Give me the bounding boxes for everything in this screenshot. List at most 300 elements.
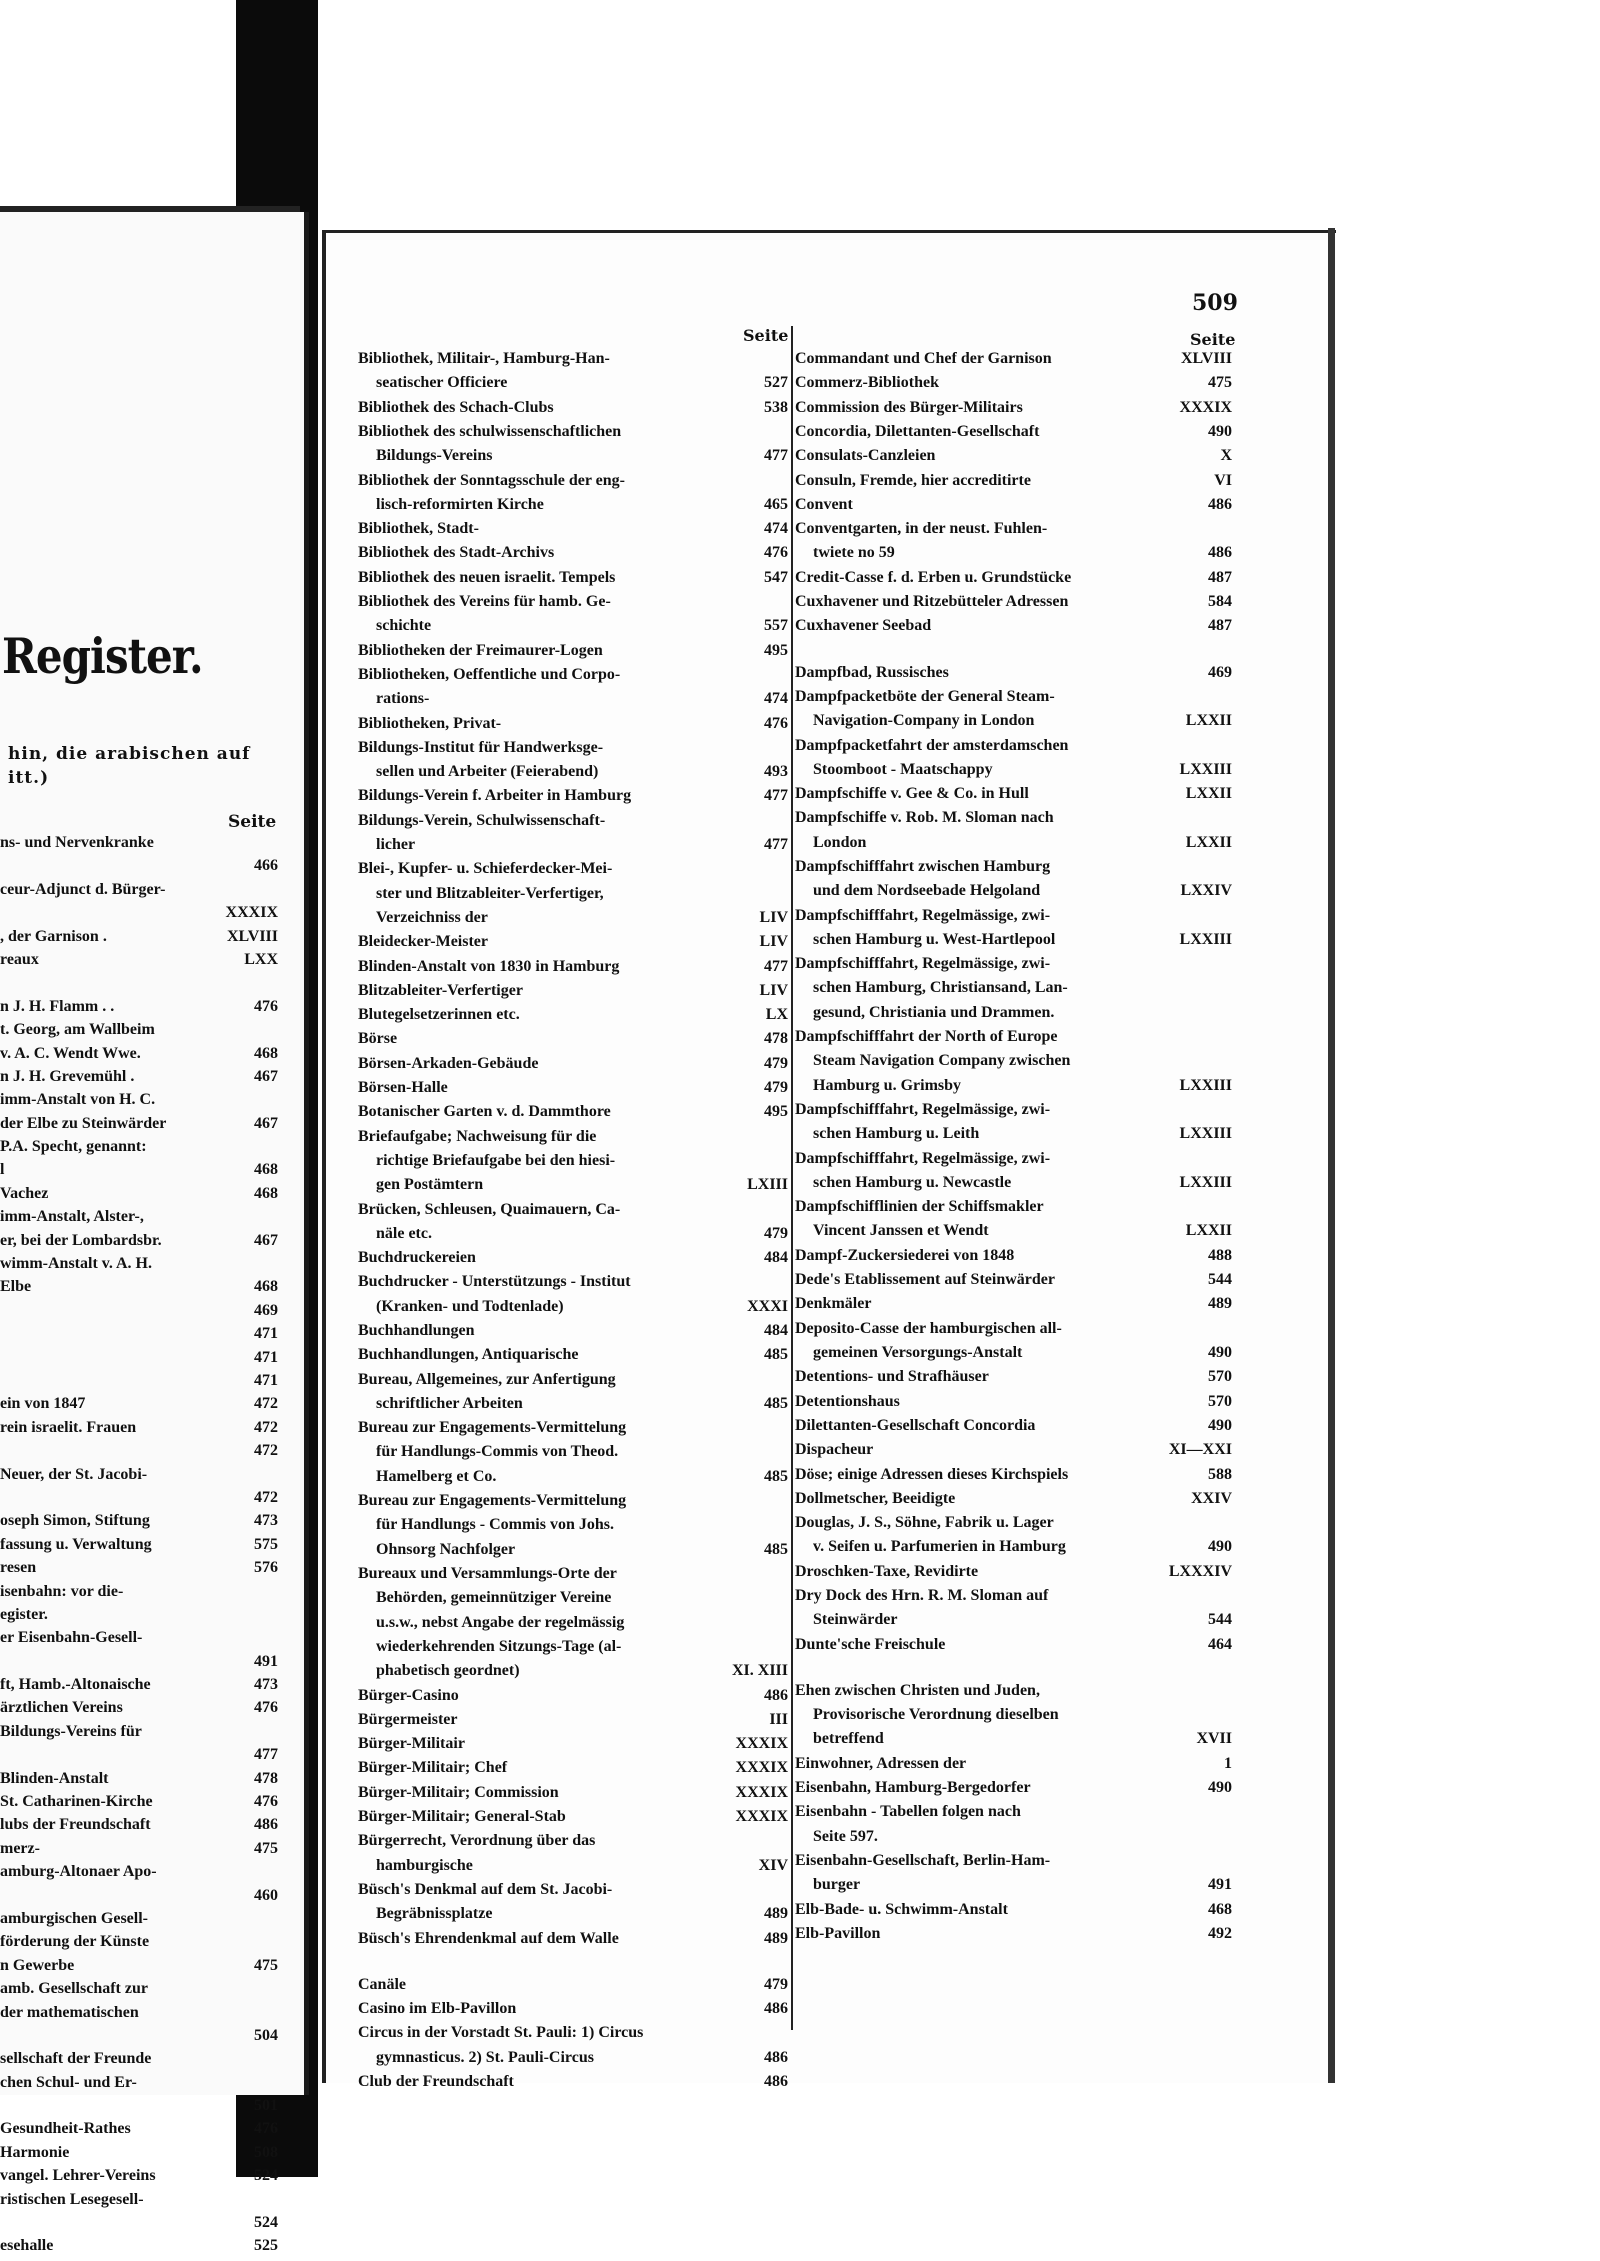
entry-page-ref: XI. XIII: [731, 1662, 788, 1680]
index-entry: [358, 639, 788, 663]
left-index-row: [0, 1068, 278, 1091]
index-entry-line: [358, 1368, 788, 1392]
page-number: 509: [1192, 290, 1238, 316]
left-index-row: [0, 1208, 278, 1231]
entry-text: Stoomboot - Maatschappy: [813, 760, 993, 778]
index-entry-line: [795, 685, 1232, 709]
index-entry-line: [358, 1198, 788, 1222]
index-entry-line: [795, 952, 1232, 976]
index-entry: [358, 1829, 788, 1878]
index-entry: [795, 1147, 1232, 1196]
entry-text: Consuln, Fremde, hier accreditirte: [795, 471, 1031, 489]
index-entry-line: [795, 614, 1232, 638]
entry-page-ref: 486: [764, 2048, 788, 2066]
index-entry-line: [795, 444, 1232, 468]
entry-page-ref: 479: [764, 1224, 788, 1242]
index-entry: [358, 469, 788, 518]
entry-text: burger: [813, 1876, 861, 1894]
index-entry-line: [795, 1268, 1232, 1292]
left-index-row: [0, 1583, 278, 1606]
index-entry-line: [358, 1173, 788, 1197]
left-index-page: 473: [254, 1512, 278, 1530]
left-index-row: [0, 1045, 278, 1068]
index-entry-line: [795, 1679, 1232, 1703]
index-entry-line: [358, 1440, 788, 1464]
index-entry: [358, 1684, 788, 1708]
left-index-text: sellschaft der Freunde: [0, 2050, 152, 2068]
entry-page-ref: 468: [1208, 1900, 1232, 1918]
entry-page-ref: LXXII: [1185, 1222, 1232, 1240]
left-index-text: isenbahn: vor die-: [0, 1582, 124, 1600]
index-entry: [795, 952, 1232, 1025]
entry-text: Dollmetscher, Beeidigte: [795, 1489, 956, 1507]
left-index-text: egister.: [0, 1605, 48, 1623]
index-entry-line: [358, 809, 788, 833]
entry-text: Cuxhavener und Ritzebütteler Adressen: [795, 593, 1069, 610]
index-entry: [795, 1025, 1232, 1098]
index-entry-line: [795, 1633, 1232, 1657]
left-index-text: lubs der Freundschaft: [0, 1816, 151, 1834]
index-entry-line: [795, 782, 1232, 806]
left-index-row: [0, 928, 278, 951]
entry-text: Commerz-Bibliothek: [795, 374, 939, 392]
left-index-row: [0, 2191, 278, 2214]
entry-text: schen Hamburg u. West-Hartlepool: [813, 930, 1056, 948]
entry-text: gen Postämtern: [376, 1176, 484, 1194]
left-index-row: [0, 1676, 278, 1699]
index-entry: [795, 1195, 1232, 1244]
index-entry-line: [795, 590, 1232, 614]
index-entry-line: [795, 1292, 1232, 1316]
left-index-text: Bildungs-Vereins für: [0, 1722, 142, 1740]
left-index-page: 491: [254, 1652, 278, 1670]
left-index-page: 467: [254, 1114, 278, 1132]
left-index-page: 466: [254, 857, 278, 875]
index-entry-line: [795, 1584, 1232, 1608]
left-index-page: 471: [254, 1348, 278, 1366]
index-entry-line: [358, 1270, 788, 1294]
left-seite-label: Seite: [228, 812, 277, 832]
entry-text: Bürger-Casino: [358, 1686, 459, 1704]
index-entry: [795, 1317, 1232, 1366]
index-entry: [358, 1100, 788, 1124]
index-entry: [795, 685, 1232, 734]
entry-text: schen Hamburg, Christiansand, Lan-: [813, 979, 1068, 997]
entry-text: Bildungs-Verein, Schulwissenschaft-: [358, 811, 606, 829]
index-entry-line: [358, 955, 788, 979]
left-index-page: 472: [254, 1442, 278, 1460]
left-index-page: 476: [254, 2120, 278, 2138]
entry-text: twiete no 59: [813, 544, 895, 562]
index-entry: [795, 396, 1232, 420]
left-index-text: Vachez: [0, 1184, 49, 1202]
index-entry-line: [358, 517, 788, 541]
entry-text: Commandant und Chef der Garnison: [795, 350, 1052, 367]
entry-text: Convent: [795, 495, 853, 513]
index-entry: [358, 1027, 788, 1051]
index-entry-line: [358, 712, 788, 736]
entry-text: näle etc.: [376, 1224, 432, 1242]
index-entry: [358, 1270, 788, 1319]
entry-page-ref: 495: [764, 641, 788, 659]
entry-text: Dampfschifflinien der Schiffsmakler: [795, 1198, 1044, 1216]
left-index-row: [0, 1255, 278, 1278]
index-entry: [795, 1365, 1232, 1389]
entry-text: Elb-Pavillon: [795, 1924, 881, 1942]
index-entry-line: [358, 1003, 788, 1027]
left-index-row: [0, 1395, 278, 1418]
entry-page-ref: 493: [764, 763, 788, 781]
entry-text: Bureau zur Engagements-Vermittelung: [358, 1419, 627, 1437]
entry-page-ref: 464: [1208, 1635, 1232, 1653]
entry-text: Blei-, Kupfer- u. Schieferdecker-Mei-: [358, 860, 613, 878]
entry-text: Consulats-Canzleien: [795, 447, 936, 465]
entry-page-ref: XLVIII: [1181, 350, 1232, 367]
entry-text: Dampfschifffahrt, Regelmässige, zwi-: [795, 1101, 1051, 1118]
left-index-row: [0, 1770, 278, 1793]
index-entry: [795, 1800, 1232, 1849]
index-entry-line: [358, 1829, 788, 1853]
index-entry: [358, 2021, 788, 2070]
index-entry-line: [358, 1902, 788, 1926]
index-entry-line: [358, 1562, 788, 1586]
entry-page-ref: XXXIX: [735, 1735, 788, 1753]
index-entry-line: [795, 1219, 1232, 1243]
index-entry-line: [358, 614, 788, 638]
entry-text: Steam Navigation Company zwischen: [813, 1052, 1071, 1070]
index-entry: [795, 1511, 1232, 1560]
entry-page-ref: 527: [764, 374, 788, 392]
index-entry-line: [795, 1898, 1232, 1922]
entry-text: Dampfpacketböte der General Steam-: [795, 687, 1055, 705]
left-index-text: Gesundheit-Rathes: [0, 2120, 131, 2138]
index-entry: [358, 420, 788, 469]
left-index-row: [0, 1349, 278, 1372]
index-entry: [358, 2070, 788, 2094]
entry-text: sellen und Arbeiter (Feierabend): [376, 763, 599, 781]
entry-text: Dispacheur: [795, 1441, 874, 1459]
index-entry-line: [795, 347, 1232, 371]
left-index-row: [0, 1536, 278, 1559]
left-index-row: [0, 2144, 278, 2167]
register-title: Register.: [2, 628, 203, 685]
entry-text: für Handlungs-Commis von Theod.: [376, 1443, 619, 1461]
index-entry-line: [358, 1659, 788, 1683]
index-entry: [358, 1562, 788, 1683]
entry-text: Bibliothek des Schach-Clubs: [358, 398, 554, 416]
index-entry-line: [795, 1825, 1232, 1849]
index-entry: [358, 1997, 788, 2021]
entry-text: wiederkehrenden Sitzungs-Tage (al-: [376, 1637, 622, 1655]
index-entry: [795, 444, 1232, 468]
index-entry: [358, 1125, 788, 1198]
entry-page-ref: LIV: [759, 908, 788, 926]
left-index-row: [0, 2004, 278, 2027]
entry-text: Droschken-Taxe, Revidirte: [795, 1562, 979, 1580]
left-page: [0, 212, 309, 2255]
left-index-row: [0, 1372, 278, 1395]
entry-text: Bildungs-Vereins: [376, 447, 493, 465]
entry-page-ref: 490: [1208, 1416, 1232, 1434]
left-index-text: reaux: [0, 950, 39, 968]
index-entry-line: [358, 1997, 788, 2021]
entry-page-ref: LXXIV: [1180, 882, 1232, 900]
entry-page-ref: 490: [1208, 1538, 1232, 1556]
entry-page-ref: 477: [764, 787, 788, 805]
index-entry-line: [795, 371, 1232, 395]
entry-text: Buchhandlungen: [358, 1322, 475, 1339]
left-index-row: [0, 1021, 278, 1044]
entry-text: gemeinen Versorgungs-Anstalt: [813, 1343, 1023, 1361]
entry-text: Eisenbahn - Tabellen folgen nach: [795, 1803, 1021, 1821]
left-index-text: t. Georg, am Wallbeim: [0, 1021, 155, 1039]
index-entry: [795, 566, 1232, 590]
index-entry-line: [795, 396, 1232, 420]
index-entry: [795, 1922, 1232, 1946]
index-entry-line: [358, 1756, 788, 1780]
index-entry-line: [795, 1025, 1232, 1049]
left-index-text: n J. H. Grevemühl .: [0, 1067, 135, 1085]
entry-text: u.s.w., nebst Angabe der regelmässig: [376, 1613, 625, 1631]
entry-text: Provisorische Verordnung dieselben: [813, 1706, 1059, 1724]
index-entry-line: [795, 420, 1232, 444]
index-entry: [358, 1878, 788, 1927]
left-index-row: [0, 1980, 278, 2003]
index-entry-line: [358, 760, 788, 784]
index-entry: [795, 517, 1232, 566]
left-index-page: XLVIII: [227, 927, 278, 945]
entry-page-ref: 469: [1208, 663, 1232, 681]
entry-text: Döse; einige Adressen dieses Kirchspiels: [795, 1465, 1069, 1483]
index-entry: [795, 1438, 1232, 1462]
index-entry-line: [358, 979, 788, 1003]
index-entry-line: [795, 1535, 1232, 1559]
entry-page-ref: 477: [764, 447, 788, 465]
entry-text: seatischer Officiere: [376, 374, 508, 392]
left-index-page: 486: [254, 1816, 278, 1834]
entry-text: Hamelberg et Co.: [376, 1467, 497, 1485]
entry-text: Douglas, J. S., Söhne, Fabrik u. Lager: [795, 1514, 1054, 1532]
left-index-text: amburg-Altonaer Apo-: [0, 1863, 157, 1881]
entry-text: Begräbnissplatze: [376, 1905, 493, 1923]
entry-text: Ohnsorg Nachfolger: [376, 1540, 516, 1558]
left-index-page: 475: [254, 1839, 278, 1857]
index-entry-line: [358, 420, 788, 444]
entry-text: lisch-reformirten Kirche: [376, 495, 544, 513]
intro-line-1: hin, die arabischen auf: [8, 744, 251, 764]
entry-text: Bleidecker-Meister: [358, 933, 489, 951]
index-entry-line: [795, 855, 1232, 879]
index-entry-line: [795, 1317, 1232, 1341]
left-index-page: 471: [254, 1371, 278, 1389]
index-entry-line: [795, 1873, 1232, 1897]
index-entry: [795, 1244, 1232, 1268]
entry-page-ref: 476: [764, 714, 788, 732]
entry-page-ref: 478: [764, 1030, 788, 1048]
index-entry-line: [358, 590, 788, 614]
index-entry-line: [358, 857, 788, 881]
entry-text: Bürger-Militair: [358, 1735, 465, 1753]
index-entry: [795, 347, 1232, 371]
index-entry-line: [358, 1781, 788, 1805]
left-index-row: [0, 998, 278, 1021]
index-entry-line: [795, 758, 1232, 782]
left-index-text: imm-Anstalt, Alster-,: [0, 1208, 144, 1226]
index-entry-line: [795, 1560, 1232, 1584]
entry-page-ref: 486: [1208, 544, 1232, 562]
entry-text: Club der Freundschaft: [358, 2073, 514, 2090]
entry-text: Steinwärder: [813, 1611, 898, 1629]
entry-text: Dampfschifffahrt zwischen Hamburg: [795, 858, 1051, 875]
entry-page-ref: XXXIX: [735, 1808, 788, 1825]
entry-text: Behörden, gemeinnütziger Vereine: [376, 1589, 612, 1607]
entry-text: Commission des Bürger-Militairs: [795, 398, 1023, 416]
entry-text: Bibliothek der Sonntagsschule der eng-: [358, 471, 626, 489]
entry-text: Blutegelsetzerinnen etc.: [358, 1006, 520, 1024]
entry-text: Dampfschifffahrt, Regelmässige, zwi-: [795, 955, 1051, 973]
entry-page-ref: LX: [765, 1006, 788, 1024]
index-entry-line: [358, 1222, 788, 1246]
left-index-page: 468: [254, 1278, 278, 1296]
left-index-page: 576: [254, 1559, 278, 1577]
entry-page-ref: 490: [1208, 1779, 1232, 1797]
left-index-text: er Eisenbahn-Gesell-: [0, 1629, 143, 1647]
left-index-page: 525: [254, 2237, 278, 2255]
index-entry: [795, 1776, 1232, 1800]
index-entry-line: [795, 1849, 1232, 1873]
entry-text: Credit-Casse f. d. Erben u. Grundstücke: [795, 568, 1072, 586]
index-entry: [795, 661, 1232, 685]
entry-page-ref: 538: [764, 398, 788, 416]
index-entry-line: [795, 1608, 1232, 1632]
entry-text: Bibliotheken der Freimaurer-Logen: [358, 641, 603, 659]
entry-text: Briefaufgabe; Nachweisung für die: [358, 1127, 597, 1145]
entry-page-ref: LXXIII: [1179, 1125, 1232, 1143]
index-entry: [795, 1849, 1232, 1898]
index-entry-line: [358, 1732, 788, 1756]
entry-text: licher: [376, 835, 416, 853]
index-entry-line: [358, 687, 788, 711]
index-entry-line: [358, 1100, 788, 1124]
left-index-row: [0, 1442, 278, 1465]
index-entry: [358, 1973, 788, 1997]
index-entry: [358, 857, 788, 930]
entry-text: Bürgermeister: [358, 1710, 458, 1728]
index-entry: [358, 1076, 788, 1100]
index-entry-line: [358, 1076, 788, 1100]
index-entry: [358, 663, 788, 712]
entry-page-ref: 475: [1208, 374, 1232, 392]
entry-text: schriftlicher Arbeiten: [376, 1394, 523, 1412]
index-entry-line: [795, 1244, 1232, 1268]
left-index-text: , der Garnison .: [0, 927, 107, 945]
index-entry: [795, 806, 1232, 855]
index-entry-line: [358, 1295, 788, 1319]
entry-text: Bildungs-Verein f. Arbeiter in Hamburg: [358, 787, 632, 805]
entry-page-ref: LIV: [759, 933, 788, 951]
entry-page-ref: 588: [1208, 1465, 1232, 1483]
index-entry-line: [795, 806, 1232, 830]
left-index-row: [0, 1091, 278, 1114]
index-entry: [358, 1732, 788, 1756]
entry-page-ref: LXIII: [747, 1176, 788, 1194]
entry-text: Deposito-Casse der hamburgischen all-: [795, 1319, 1062, 1337]
entry-page-ref: LIV: [759, 981, 788, 999]
entry-page-ref: 489: [764, 1905, 788, 1923]
index-entry-line: [358, 1611, 788, 1635]
left-index-row: [0, 1185, 278, 1208]
entry-text: für Handlungs - Commis von Johs.: [376, 1516, 614, 1534]
left-index-page: 504: [254, 2026, 278, 2044]
index-entry-line: [795, 661, 1232, 685]
entry-text: Blitzableiter-Verfertiger: [358, 981, 523, 999]
left-index-text: ristischen Lesegesell-: [0, 2190, 144, 2208]
entry-text: Dampfschifffahrt, Regelmässige, zwi-: [795, 906, 1051, 924]
left-index-page: 468: [254, 1184, 278, 1202]
entry-text: Conventgarten, in der neust. Fuhlen-: [795, 520, 1048, 538]
entry-text: Bureau zur Engagements-Vermittelung: [358, 1492, 627, 1510]
left-index-page: LXX: [244, 950, 278, 968]
left-index-page: 467: [254, 1067, 278, 1085]
left-index-page: 477: [254, 1746, 278, 1764]
index-entry-line: [795, 1414, 1232, 1438]
left-index-row: [0, 2027, 278, 2050]
entry-page-ref: 584: [1208, 593, 1232, 610]
entry-text: Bürgerrecht, Verordnung über das: [358, 1832, 596, 1850]
index-entry-line: [795, 831, 1232, 855]
left-index-row: [0, 1933, 278, 1956]
index-entry-line: [358, 1125, 788, 1149]
index-entry: [358, 1198, 788, 1247]
entry-page-ref: 485: [764, 1394, 788, 1412]
entry-page-ref: 474: [764, 520, 788, 538]
entry-page-ref: XXXI: [747, 1297, 788, 1315]
entry-text: Einwohner, Adressen der: [795, 1754, 967, 1772]
index-entry: [358, 1319, 788, 1343]
left-index-text: förderung der Künste: [0, 1933, 150, 1951]
index-entry-line: [358, 1927, 788, 1951]
entry-text: Circus in der Vorstadt St. Pauli: 1) Circus: [358, 2024, 644, 2042]
left-index-text: ft, Hamb.-Altonaische: [0, 1676, 151, 1694]
left-index-text: ceur-Adjunct d. Bürger-: [0, 880, 166, 898]
entry-text: Hamburg u. Grimsby: [813, 1076, 962, 1094]
index-entry: [795, 420, 1232, 444]
left-index-row: [0, 974, 278, 997]
index-entry-line: [358, 1708, 788, 1732]
left-index-row: [0, 1115, 278, 1138]
index-entry-line: [795, 1098, 1232, 1122]
left-index-row: [0, 1863, 278, 1886]
index-entry-line: [358, 1416, 788, 1440]
index-entry: [358, 1489, 788, 1562]
entry-text: Bibliothek des Vereins für hamb. Ge-: [358, 593, 611, 610]
intro-line-2: itt.): [8, 768, 50, 788]
index-entry: [358, 1927, 788, 1951]
entry-text: Eisenbahn-Gesellschaft, Berlin-Ham-: [795, 1852, 1051, 1869]
left-index-row: [0, 834, 278, 857]
left-index-text: oseph Simon, Stiftung: [0, 1512, 150, 1530]
left-index-text: der Elbe zu Steinwärder: [0, 1114, 167, 1132]
entry-page-ref: LXXII: [1185, 785, 1232, 803]
entry-page-ref: LXXIII: [1179, 930, 1232, 948]
index-entry: [795, 1390, 1232, 1414]
left-index-row: [0, 1466, 278, 1489]
index-entry-line: [795, 1800, 1232, 1824]
left-index-page: 476: [254, 1699, 278, 1717]
entry-text: Verzeichniss der: [376, 908, 488, 926]
entry-page-ref: 492: [1208, 1924, 1232, 1942]
index-entry-line: [358, 2070, 788, 2094]
